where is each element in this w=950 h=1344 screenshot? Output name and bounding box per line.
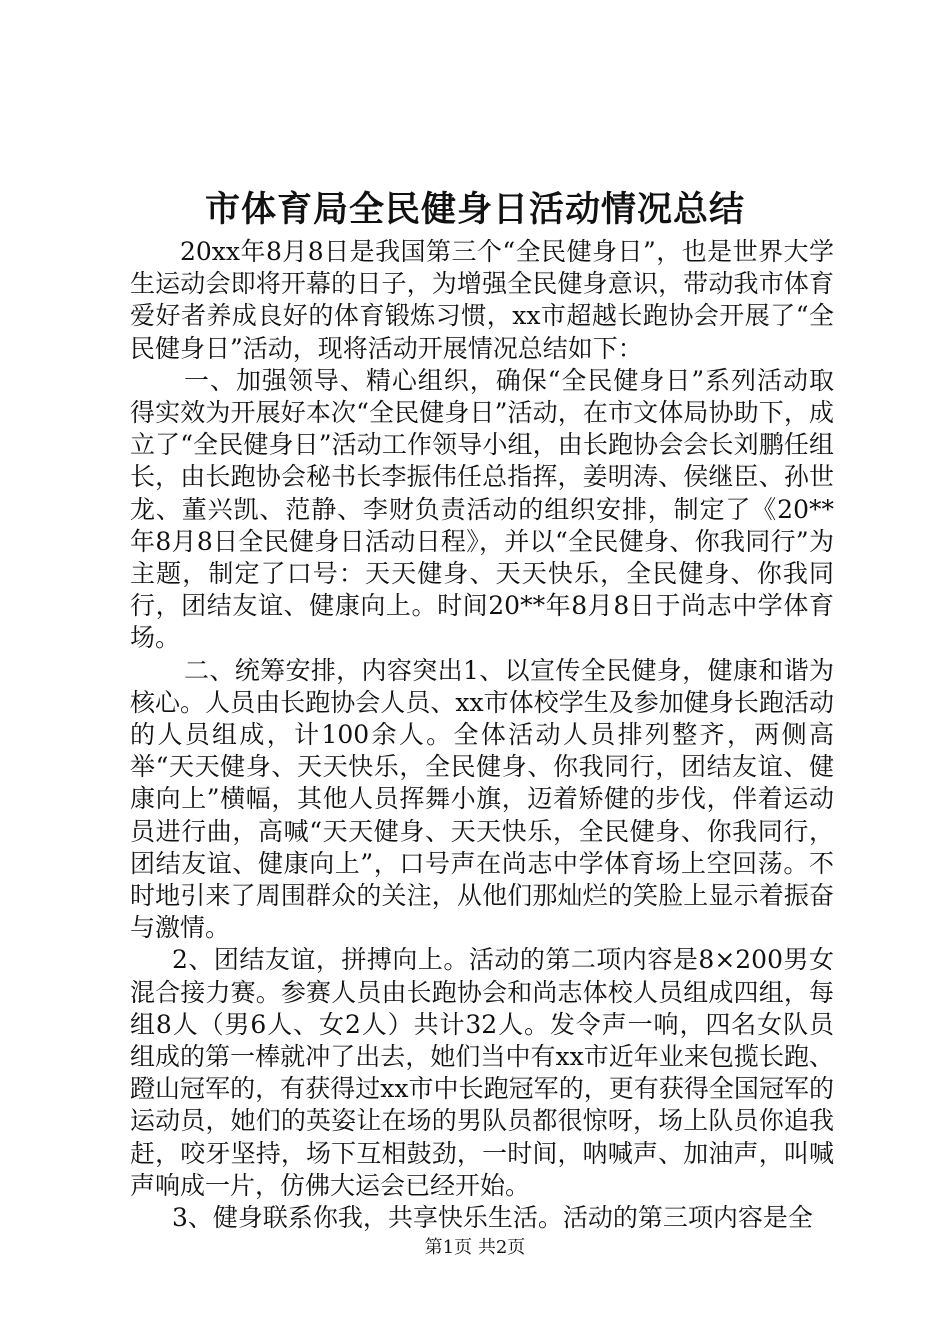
paragraph-item-3: 3、健身联系你我，共享快乐生活。活动的第三项内容是全 bbox=[172, 1203, 813, 1233]
paragraph-intro: 20xx年8月8日是我国第三个“全民健身日”，也是世界大学生运动会即将开幕的日子，为增强全民健身意识，带动我市体育爱好者养成良好的体育锻炼习惯，xx市超越长跑协会开展了“全民健身日”活动，现将活动开展情况总结如下： bbox=[130, 237, 834, 363]
paragraph-item-2: 2、团结友谊，拼搏向上。活动的第二项内容是8×200男女混合接力赛。参赛人员由长跑协会和尚志体校人员组成四组，每组8人（男6人、女2人）共计32人。发令声一响，四名女队员组成的第一棒就冲了出去，她们当中有xx市近年业来包揽长跑、蹬山冠军的，有获得过xx市中长跑冠军的，更有获得全国冠军的运动员，她们的英姿让在场的男队员都很惊呀，场上队员你追我赶，咬牙坚持，场下互相鼓劲，一时间，呐喊声、加油声，叫喊声响成一片，仿佛大运会已经开始。 bbox=[130, 945, 834, 1200]
paragraph-section-1: 一、加强领导、精心组织，确保“全民健身日”系列活动取得实效为开展好本次“全民健身日”活动，在市文体局协助下，成立了“全民健身日”活动工作领导小组，由长跑协会会长刘鹏任组长，由长跑协会秘书长李振伟任总指挥，姜明涛、侯继臣、孙世龙、董兴凯、范静、李财负责活动的组织安排，制定了《20**年8月8日全民健身日活动日程》，并以“全民健身、你我同行”为主题，制定了口号：天天健身、天天快乐，全民健身、你我同行，团结友谊、健康向上。时间20**年8月8日于尚志中学体育场。 bbox=[130, 365, 834, 653]
paragraph-section-2: 二、统筹安排，内容突出1、以宣传全民健身，健康和谐为核心。人员由长跑协会人员、xx市体校学生及参加健身长跑活动的人员组成，计100余人。全体活动人员排列整齐，两侧高举“天天健身、天天快乐，全民健身、你我同行，团结友谊、健康向上”横幅，其他人员挥舞小旗，迈着矫健的步伐，伴着运动员进行曲，高喊“天天健身、天天快乐，全民健身、你我同行，团结友谊、健康向上”，口号声在尚志中学体育场上空回荡。不时地引来了周围群众的关注，从他们那灿烂的笑脸上显示着振奋与激情。 bbox=[130, 655, 834, 943]
document-body bbox=[130, 236, 834, 1234]
page-footer: 第1页 共2页 bbox=[424, 1237, 526, 1258]
document-title: 市体育局全民健身日活动情况总结 bbox=[204, 190, 745, 230]
